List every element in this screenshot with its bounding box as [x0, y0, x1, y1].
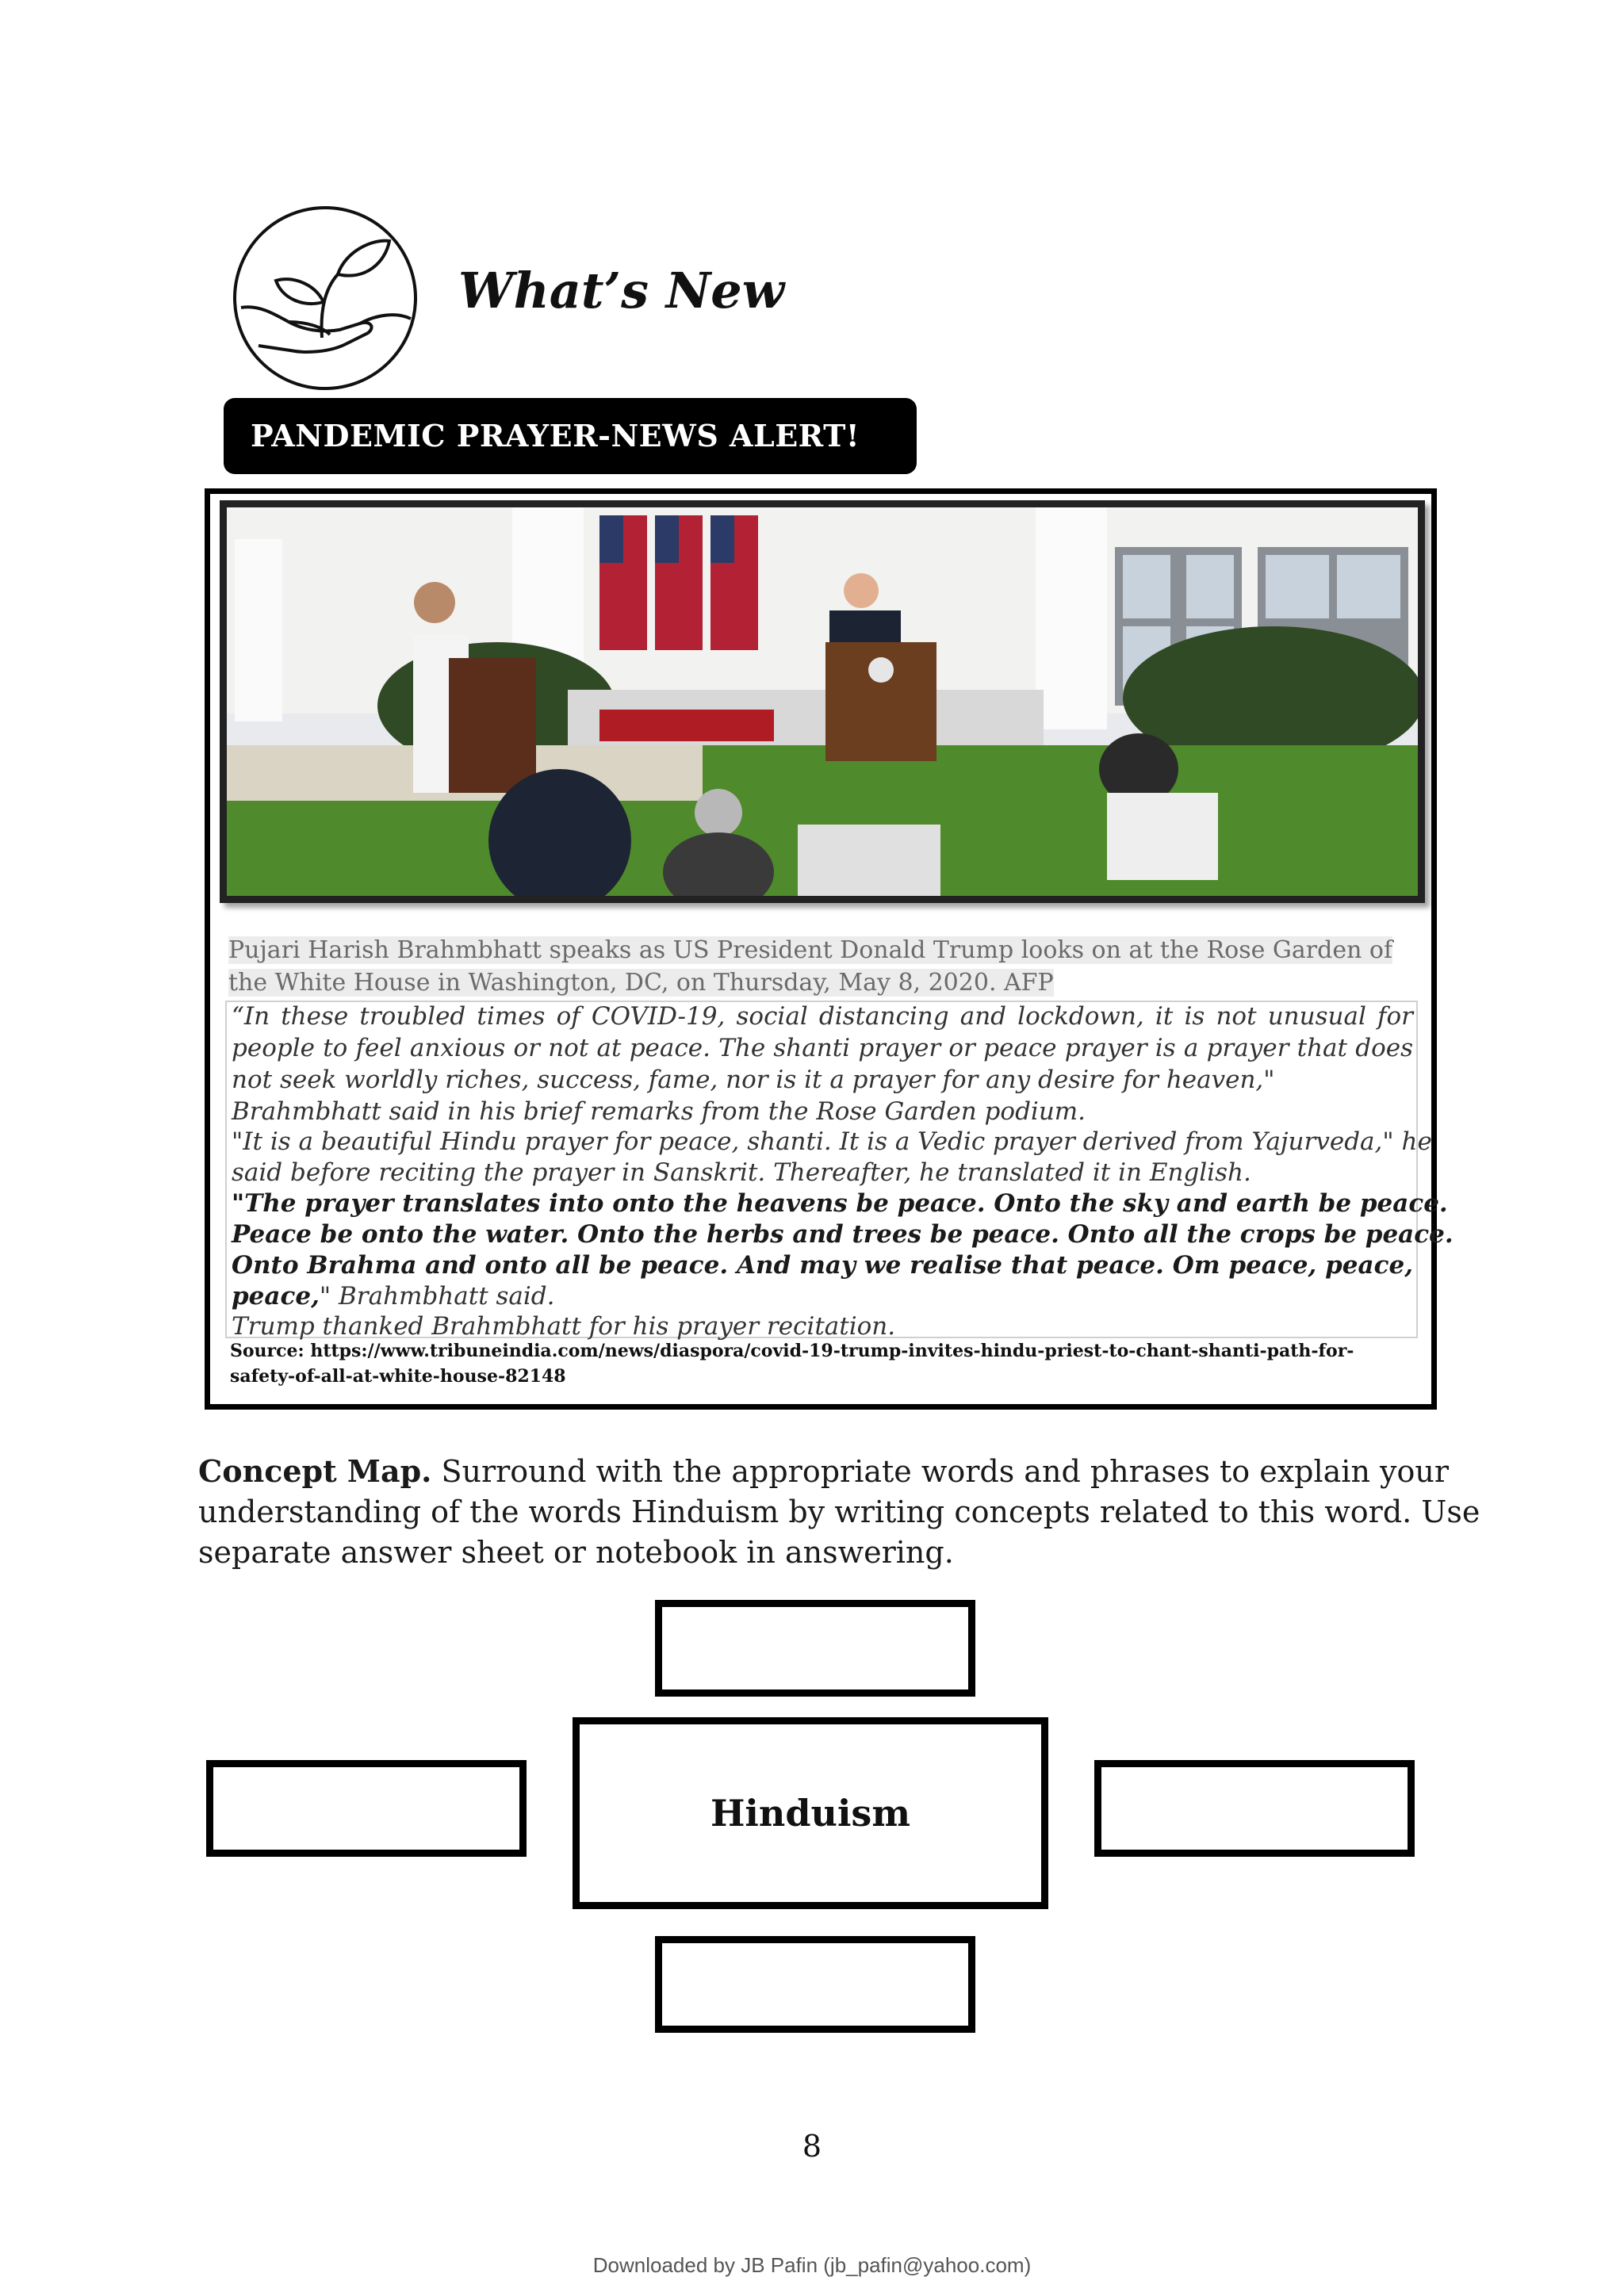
prayer-line: Onto Brahma and onto all be peace. And may we realise that peace. Om peace, peace,	[232, 1251, 1413, 1280]
instruction-line: Concept Map. Surround with the appropriate words and phrases to explain your	[198, 1453, 1450, 1489]
quote-line: “In these troubled times of COVID-19, social distancing and lockdown, it is not unusual for	[232, 1002, 1413, 1031]
instruction-line: separate answer sheet or notebook in answering.	[198, 1535, 954, 1570]
source-citation	[230, 1338, 1411, 1389]
concept-box-right	[1094, 1760, 1415, 1857]
caption-line: Pujari Harish Brahmbhatt speaks as US President Donald Trump looks on at the Rose Garden of	[228, 936, 1393, 964]
caption-line: the White House in Washington, DC, on Thursday, May 8, 2020. AFP	[228, 969, 1054, 997]
concept-map-instructions	[198, 1451, 1480, 1573]
prayer-line: "The prayer translates into onto the heavens be peace. Onto the sky and earth be peace.	[232, 1189, 1448, 1218]
concept-map-heading: Concept Map.	[198, 1453, 432, 1489]
alert-banner: PANDEMIC PRAYER-NEWS ALERT!	[224, 398, 917, 474]
concept-box-center	[573, 1717, 1048, 1909]
news-photo	[220, 500, 1425, 903]
closing-line: Trump thanked Brahmbhatt for his prayer recitation.	[232, 1312, 896, 1341]
quote-line: Brahmbhatt said in his brief remarks from the Rose Garden podium.	[232, 1097, 1086, 1126]
prayer-end-line	[232, 1280, 1413, 1312]
photo-caption	[228, 934, 1418, 999]
concept-box-bottom	[655, 1936, 975, 2033]
section-title: What’s New	[458, 262, 785, 320]
concept-box-top	[655, 1600, 975, 1697]
download-note: Downloaded by JB Pafin (jb_pafin@yahoo.com)	[592, 2253, 1032, 2277]
hand-holding-seedling-icon	[227, 203, 423, 393]
prayer-end: peace,	[232, 1282, 320, 1311]
prayer-line: Peace be onto the water. Onto the herbs and trees be peace. Onto all the crops be peace.	[232, 1220, 1454, 1249]
source-line: Source: https://www.tribuneindia.com/news/diaspora/covid-19-trump-invites-hindu-priest-to-chant-shanti-path-for-	[230, 1341, 1354, 1361]
center-label: Hinduism	[710, 1792, 911, 1835]
page-number: 8	[802, 2129, 822, 2164]
source-line: safety-of-all-at-white-house-82148	[230, 1366, 566, 1387]
prayer-attribution: " Brahmbhatt said.	[319, 1282, 555, 1311]
quote-line: people to feel anxious or not at peace. The shanti prayer or peace prayer is a prayer that does	[232, 1034, 1413, 1062]
concept-box-left	[206, 1760, 527, 1857]
quote-line: not seek worldly riches, success, fame, nor is it a prayer for any desire for heaven,"	[232, 1066, 1275, 1094]
quote-line: "It is a beautiful Hindu prayer for peace, shanti. It is a Vedic prayer derived from Yajurveda," he	[232, 1127, 1432, 1156]
instruction-line: understanding of the words Hinduism by writing concepts related to this word. Use	[198, 1494, 1480, 1529]
quote-line: said before reciting the prayer in Sanskrit. Thereafter, he translated it in English.	[232, 1158, 1251, 1187]
